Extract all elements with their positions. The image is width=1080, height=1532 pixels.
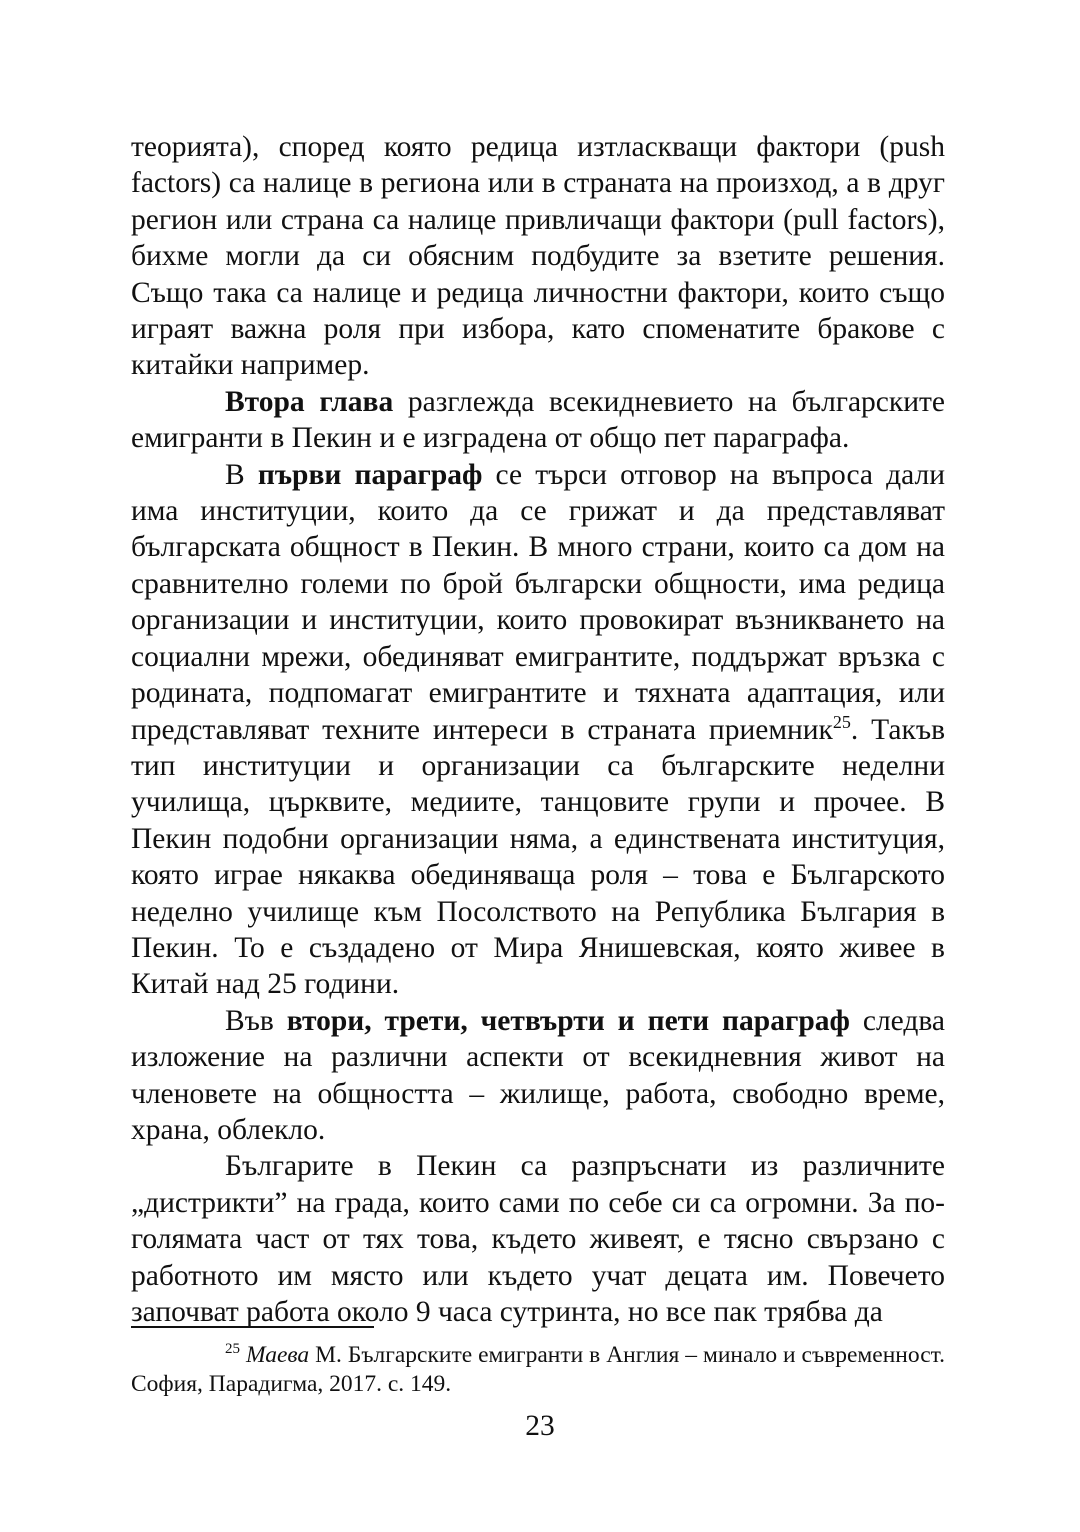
page-number: 23 — [525, 1410, 555, 1442]
paragraph-1: теорията), според която редица изтласкващи фактори (push factors) са налице в региона или в страната на произход, а в друг регион или страна са налице привличащи фактори (pull factors), бихме могли да си обясним подбудите за взетите решения. Също така са налице и редица личностни фактори, които също играят важна роля при избора, като споменатите бракове с китайки например. — [131, 131, 945, 382]
chapter-heading-bold: Втора глава — [225, 385, 394, 418]
paragraph-3-text-2: . Такъв тип институции и организации са българските неделни училища, църквите, медиите, танцовите групи и прочее. В Пекин подобни организации няма, а единствената институция, която играе някаква обединяваща роля – това е Българското неделно училище към Посолството на Република България в Пекин. То е създадено от Мира Янишевская, която живее в Китай над 25 години. — [131, 713, 945, 1001]
paragraph-4-lead: Във — [225, 1004, 287, 1037]
paragraph-3 — [131, 457, 945, 1003]
footnote-text: М. Българските емигранти в Англия – минало и съвременност. София, Парадигма, 2017. с. 149. — [131, 1342, 946, 1397]
footnote — [131, 1341, 945, 1399]
footnote-divider — [131, 1326, 374, 1328]
paragraph-3-text: се търси отговор на въпроса дали има институции, които да се грижат и да представляват българската общност в Пекин. В много страни, които са дом на сравнително големи по брой български общности, има редица организации и институции, които провокират възникването на социални мрежи, обединяват емигрантите, поддържат връзка с родината, подпомагат емигрантите и тяхната адаптация, или представляват техните интереси в страната приемник — [131, 458, 946, 746]
paragraph-4 — [131, 1003, 945, 1149]
page-body — [131, 129, 945, 1330]
other-paragraphs-bold: втори, трети, четвърти и пети параграф — [286, 1004, 850, 1037]
paragraph-2 — [131, 384, 945, 457]
paragraph-3-lead: В — [225, 458, 258, 491]
paragraph-4-text: следва изложение на различни аспекти от всекидневния живот на членовете на общността – жилище, работа, свободно време, храна, облекло. — [131, 1004, 946, 1146]
paragraph-2-text: разглежда всекидневието на българските емигранти в Пекин и е изградена от общо пет параграфа. — [131, 385, 945, 455]
paragraph-5: Българите в Пекин са разпръснати из различните „дистрикти” на града, които сами по себе си са огромни. За по-голямата част от тях това, където живеят, е тясно свързано с работното им място или където учат децата им. Повечето започват работа около 9 часа сутринта, но все пак трябва да — [131, 1150, 945, 1328]
footnote-reference[interactable]: 25 — [832, 711, 851, 732]
first-paragraph-bold: първи параграф — [257, 458, 483, 491]
footnote-author: Маева — [245, 1342, 310, 1368]
footnote-number: 25 — [225, 1341, 240, 1358]
